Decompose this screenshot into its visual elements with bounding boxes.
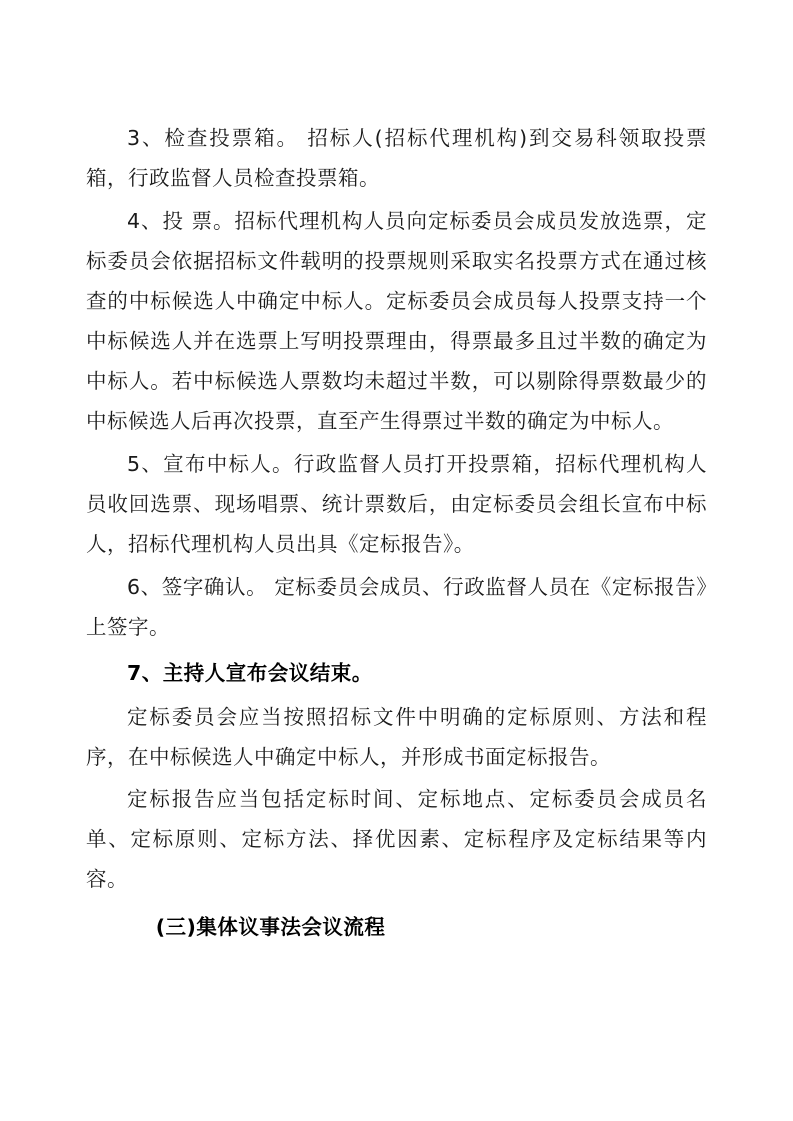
section-three-heading: (三)集体议事法会议流程 [155, 915, 386, 939]
paragraph-item-3: 3、检查投票箱。 招标人(招标代理机构)到交易科领取投票箱，行政监督人员检查投票箱。 [86, 126, 707, 190]
paragraph-report-content: 定标报告应当包括定标时间、定标地点、定标委员会成员名单、定标原则、定标方法、择优因素、定标程序及定标结果等内容。 [86, 787, 707, 891]
paragraph-definition-principle: 定标委员会应当按照招标文件中明确的定标原则、方法和程序，在中标候选人中确定中标人，并形成书面定标报告。 [86, 705, 707, 769]
paragraph-item-5: 5、宣布中标人。行政监督人员打开投票箱，招标代理机构人员收回选票、现场唱票、统计票数后，由定标委员会组长宣布中标人，招标代理机构人员出具《定标报告》。 [86, 452, 707, 556]
paragraph-item-4: 4、投 票。招标代理机构人员向定标委员会成员发放选票，定标委员会依据招标文件载明的投票规则采取实名投票方式在通过核查的中标候选人中确定中标人。定标委员会成员每人投票支持一个中标候选人并在选票上写明投票理由，得票最多且过半数的确定为中标人。若中标候选人票数均未超过半数，可以剔除得票数最少的中标候选人后再次投票，直至产生得票过半数的确定为中标人。 [86, 209, 707, 433]
paragraph-item-7-heading: 7、主持人宣布会议结束。 [127, 661, 373, 685]
document-body [86, 118, 707, 947]
paragraph-item-6: 6、签字确认。 定标委员会成员、行政监督人员在《定标报告》上签字。 [86, 575, 707, 639]
